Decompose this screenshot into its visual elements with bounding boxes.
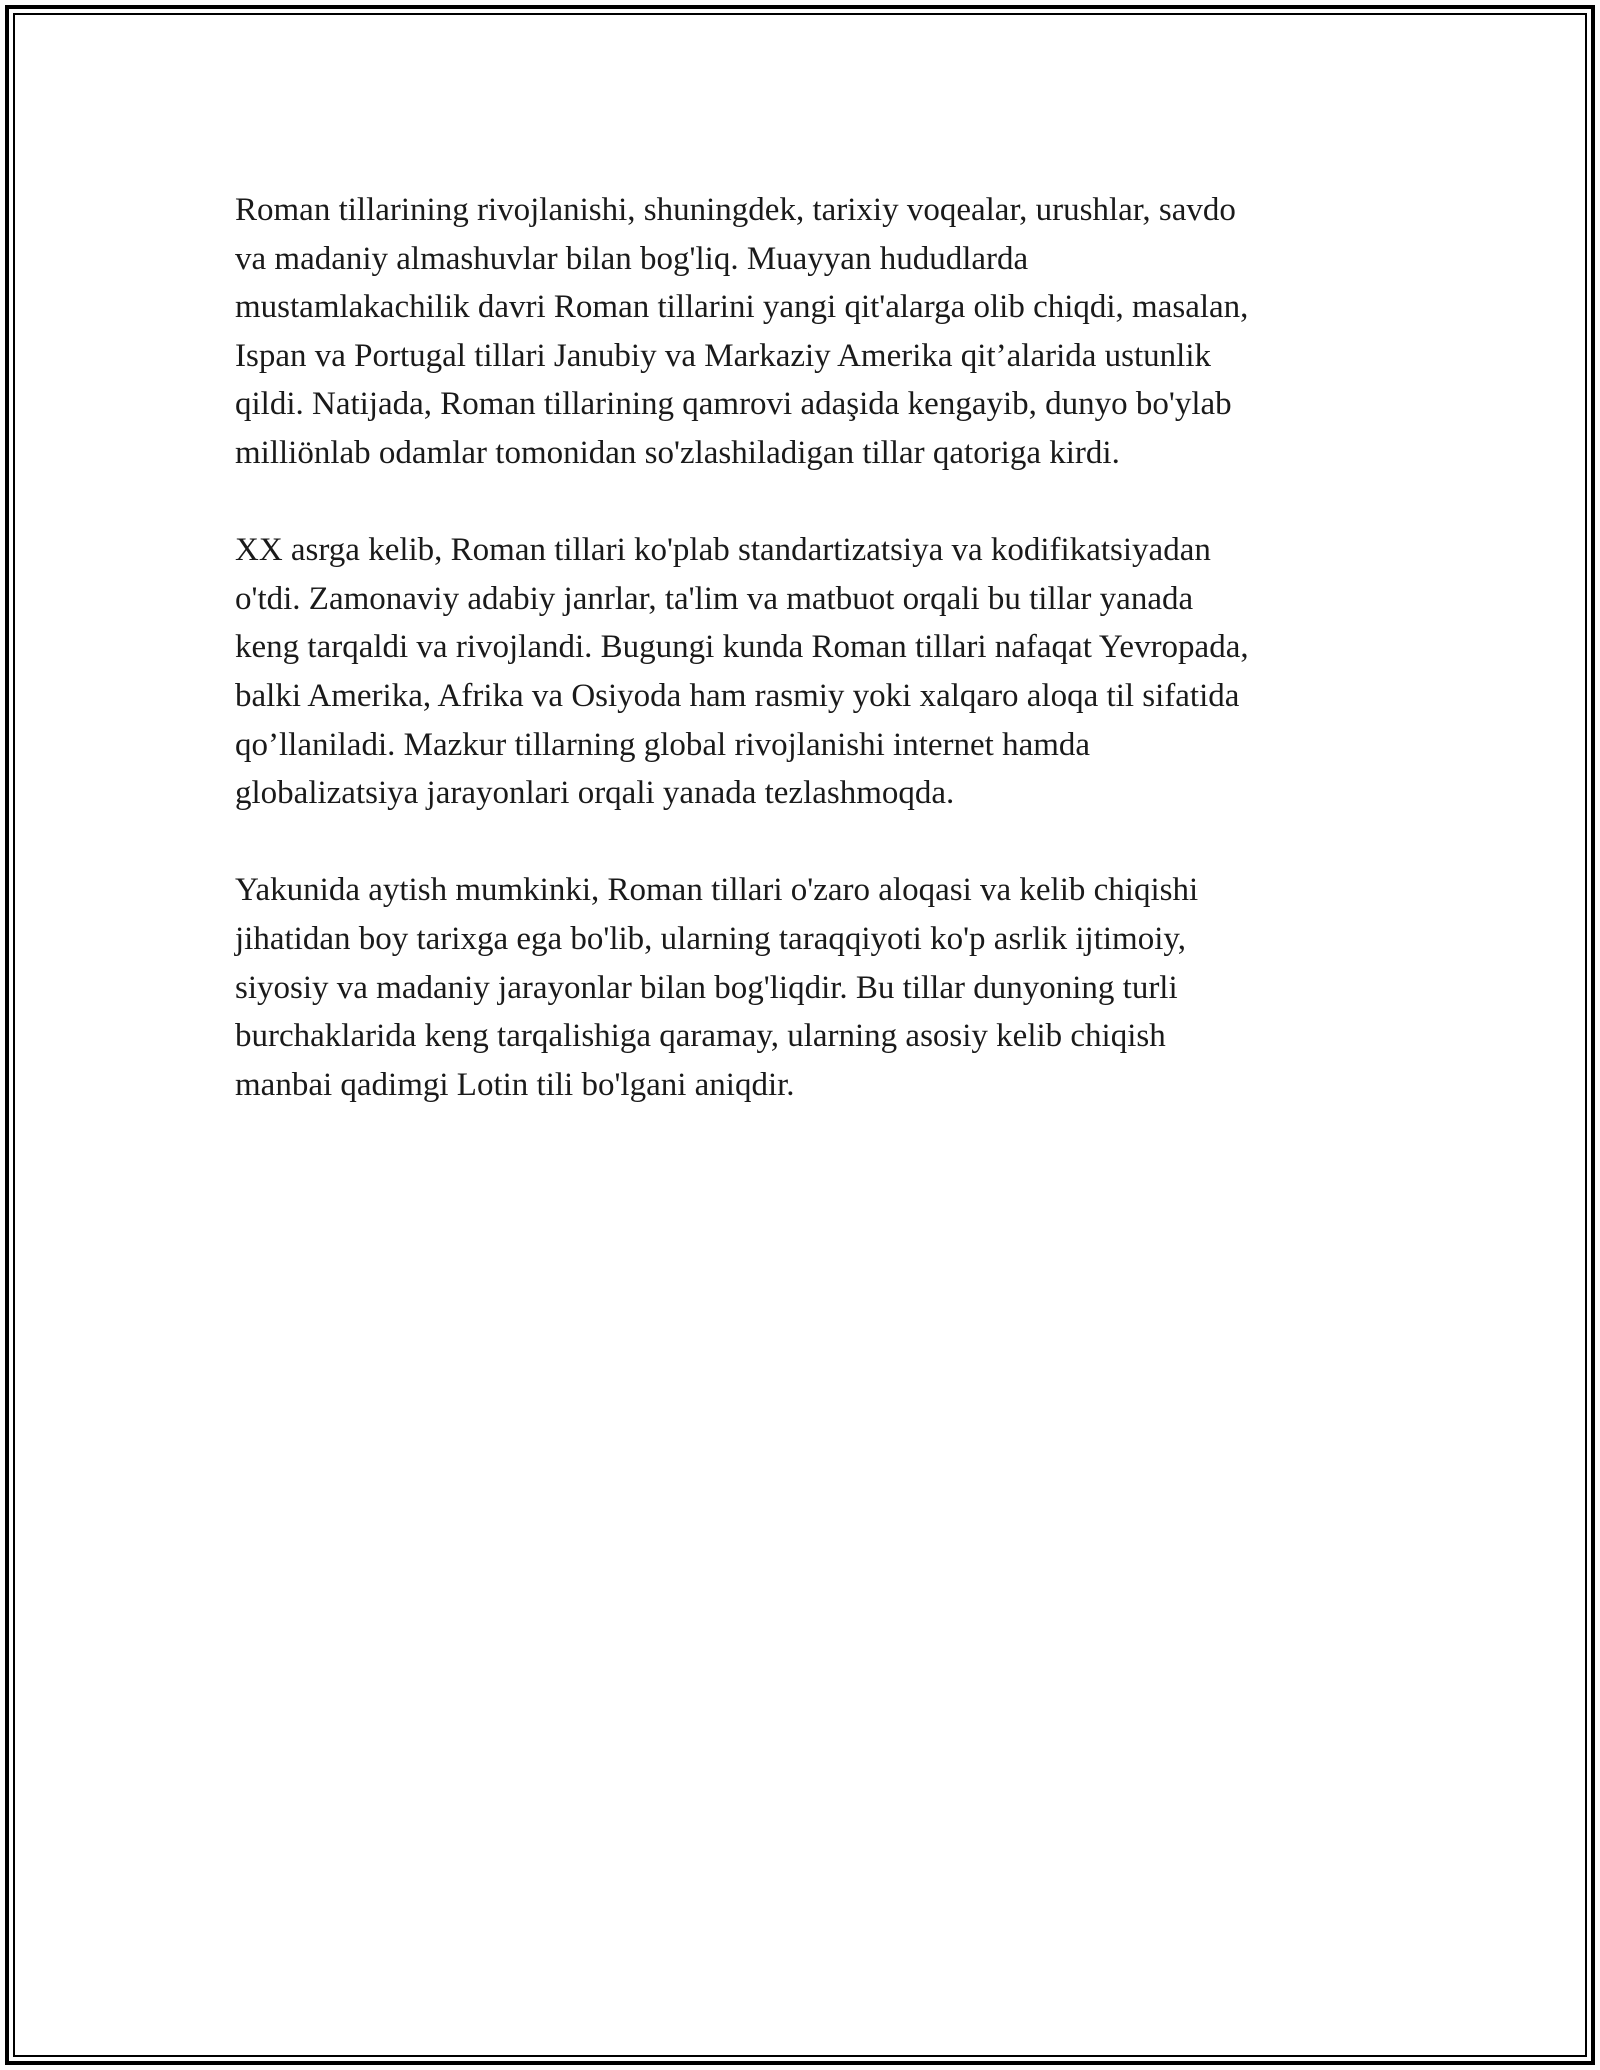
text-line: Roman tillarining rivojlanishi, shuningdek, tarixiy voqealar, urushlar, savdo [235, 192, 1236, 228]
text-line: jihatidan boy tarixga ega bo'lib, ularning taraqqiyoti ko'p asrlik ijtimoiy, [235, 920, 1186, 957]
text-line: XX asrga kelib, Roman tillari ko'plab standartizatsiya va kodifikatsiyadan [235, 532, 1211, 569]
text-line: balki Amerika, Afrika va Osiyoda ham rasmiy yoki xalqaro aloqa til sifatida [235, 677, 1240, 714]
text-line: Ispan va Portugal tillari Janubiy va Markaziy Amerika qit’alarida ustunlik [235, 337, 1211, 374]
paragraph-3 [235, 866, 1385, 1109]
text-line: o'tdi. Zamonaviy adabiy janrlar, ta'lim va matbuot orqali bu tillar yanada [235, 580, 1194, 617]
text-line: Yakunida aytish mumkinki, Roman tillari o'zaro aloqasi va kelib chiqishi [235, 872, 1199, 909]
text-line: keng tarqaldi va rivojlandi. Bugungi kunda Roman tillari nafaqat Yevropada, [235, 629, 1249, 666]
text-line: milliönlab odamlar tomonidan so'zlashiladigan tillar qatoriga kirdi. [235, 434, 1120, 471]
text-line: qildi. Natijada, Roman tillarining qamrovi adaşida kengayib, dunyo bo'ylab [235, 386, 1232, 423]
text-line: manbai qadimgi Lotin tili bo'lgani aniqdir. [235, 1066, 795, 1103]
text-line: burchaklarida keng tarqalishiga qaramay, ularning asosiy kelib chiqish [235, 1018, 1166, 1055]
text-line: qo’llaniladi. Mazkur tillarning global rivojlanishi internet hamda [235, 726, 1091, 763]
text-line: mustamlakachilik davri Roman tillarini yangi qit'alarga olib chiqdi, masalan, [235, 289, 1249, 326]
text-line: siyosiy va madaniy jarayonlar bilan bog'liqdir. Bu tillar dunyoning turli [235, 969, 1178, 1006]
document-body [235, 186, 1385, 1158]
paragraph-2 [235, 526, 1385, 818]
paragraph-1 [235, 186, 1385, 478]
text-line: globalizatsiya jarayonlari orqali yanada tezlashmoqda. [235, 775, 955, 812]
text-line: va madaniy almashuvlar bilan bog'liq. Muayyan hududlarda [235, 240, 1029, 277]
